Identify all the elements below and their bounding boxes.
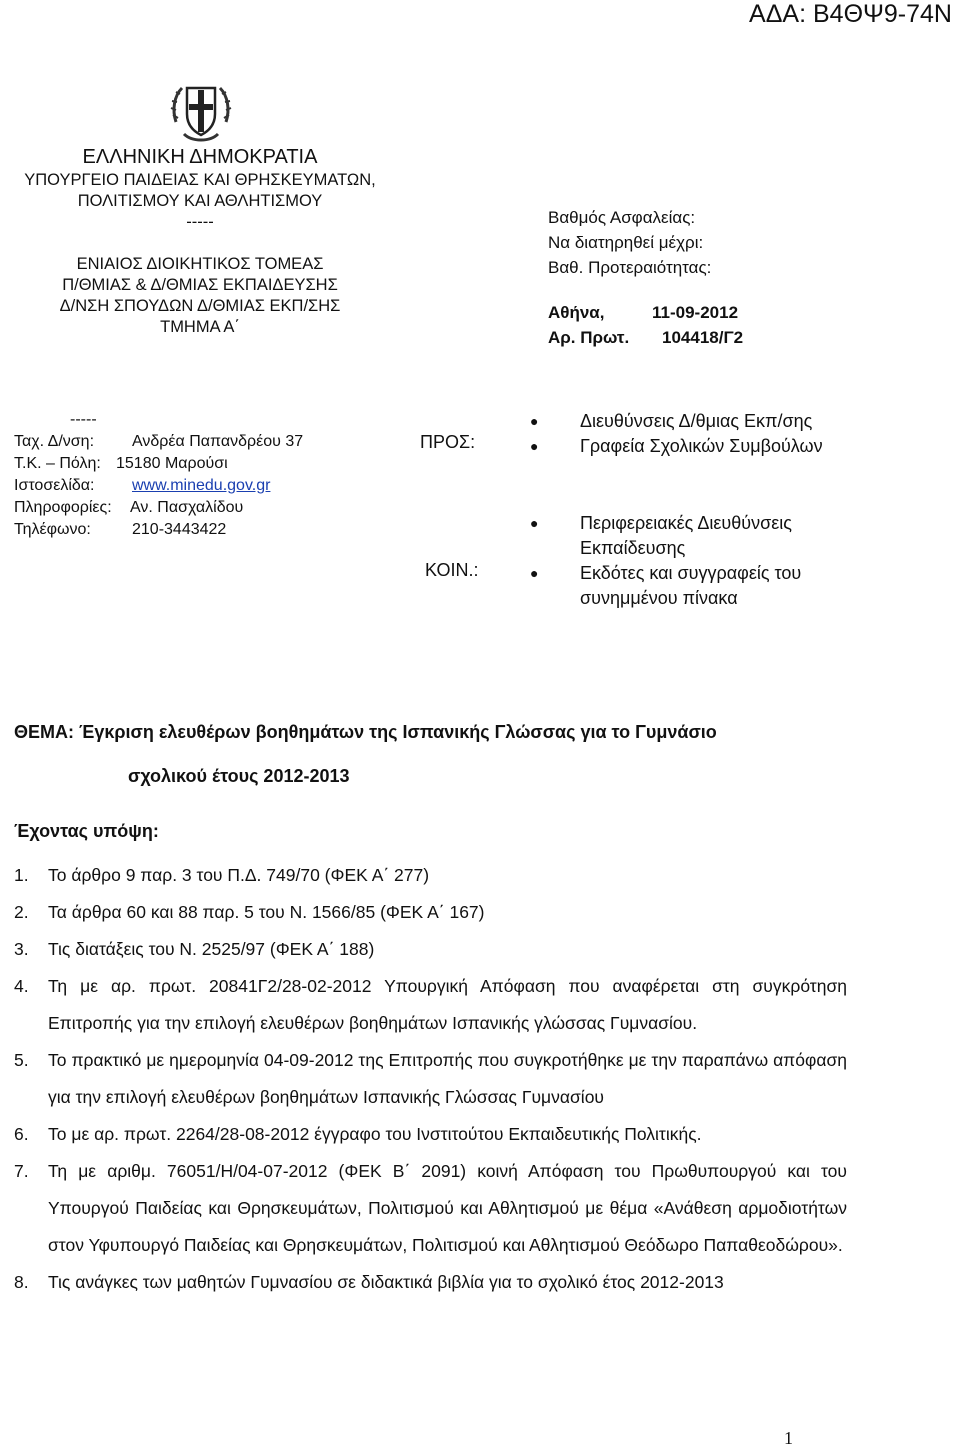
unit-line: Δ/ΝΣΗ ΣΠΟΥΔΩΝ Δ/ΘΜΙΑΣ ΕΚΠ/ΣΗΣ: [59, 297, 341, 315]
list-item: [14, 931, 847, 968]
item-text: Το άρθρο 9 παρ. 3 του Π.Δ. 749/70 (ΦΕΚ Α΄ 277): [48, 865, 430, 885]
item-text: Τις ανάγκες των μαθητών Γυμνασίου σε διδακτικά βιβλία για το σχολικό έτος 2012-2013: [48, 1272, 724, 1292]
list-item: [14, 1042, 847, 1116]
recipient: Διευθύνσεις Δ/θμιας Εκπ/σης: [580, 411, 813, 431]
contact-value: Ανδρέα Παπανδρέου 37: [132, 433, 304, 450]
unit-line: Π/ΘΜΙΑΣ & Δ/ΘΜΙΑΣ ΕΚΠΑΙΔΕΥΣΗΣ: [62, 276, 338, 294]
list-item: [14, 1264, 847, 1301]
list-item: [530, 561, 801, 611]
document-meta: [548, 205, 743, 350]
contact-value: 15180 Μαρούσι: [116, 455, 228, 472]
to-recipients: [530, 409, 823, 459]
contact-value: Αν. Πασχαλίδου: [130, 499, 244, 516]
unit-line: ΤΜΗΜΑ Α΄: [160, 318, 240, 336]
republic-title: ΕΛΛΗΝΙΚΗ ΔΗΜΟΚΡΑΤΙΑ: [82, 146, 318, 168]
document-date: 11-09-2012: [652, 303, 739, 322]
list-item: [14, 968, 847, 1042]
cc-label: ΚΟΙΝ.:: [425, 560, 479, 580]
item-number: 8.: [14, 1272, 29, 1292]
item-number: 7.: [14, 1161, 29, 1181]
priority-level: Βαθ. Προτεραιότητας:: [548, 258, 712, 277]
date-line: [548, 300, 743, 325]
item-number: 1.: [14, 865, 29, 885]
ministry-line: ΠΟΛΙΤΙΣΜΟΥ ΚΑΙ ΑΘΛΗΤΙΣΜΟΥ: [77, 192, 323, 210]
list-item: [14, 1116, 847, 1153]
list-item: [14, 894, 847, 931]
recipient: συνημμένου πίνακα: [580, 588, 738, 608]
item-number: 3.: [14, 939, 29, 959]
list-item: [530, 511, 801, 561]
list-item: [14, 857, 847, 894]
considering-heading: Έχοντας υπόψη:: [14, 821, 159, 841]
contact-label: Τ.Κ. – Πόλη:: [14, 455, 101, 472]
bullet-icon: ●: [530, 438, 539, 454]
separator-dashes: -----: [70, 411, 97, 428]
city-label: Αθήνα,: [548, 303, 605, 322]
item-text: Τη με αρ. πρωτ. 20841Γ2/28-02-2012 Υπουργική Απόφαση που αναφέρεται στη συγκρότηση Επιτροπής για την επιλογή ελευθέρων βοηθημάτων Ισπανικής γλώσσας Γυμνασίου.: [48, 976, 847, 1033]
keep-until: Να διατηρηθεί μέχρι:: [548, 233, 704, 252]
contact-row: [14, 497, 303, 519]
protocol-number: 104418/Γ2: [662, 328, 744, 347]
considerations-list: [14, 857, 847, 1301]
protocol-label: Αρ. Πρωτ.: [548, 328, 630, 347]
bullet-icon: ●: [530, 413, 539, 429]
item-number: 6.: [14, 1124, 29, 1144]
recipient: Εκδότες και συγγραφείς του: [580, 563, 802, 583]
item-number: 2.: [14, 902, 29, 922]
contact-row: [14, 431, 303, 453]
to-label: ΠΡΟΣ:: [420, 432, 476, 452]
cc-recipients: [530, 511, 801, 611]
contact-row: [14, 453, 303, 475]
contact-label: Ταχ. Δ/νση:: [14, 433, 95, 450]
subject-line: σχολικού έτους 2012-2013: [128, 766, 350, 786]
item-number: 5.: [14, 1050, 29, 1070]
contact-row: [14, 475, 303, 497]
recipient: Γραφεία Σχολικών Συμβούλων: [580, 436, 823, 456]
recipient: Περιφερειακές Διευθύνσεις: [580, 513, 792, 533]
ministry-line: ΥΠΟΥΡΓΕΙΟ ΠΑΙΔΕΙΑΣ ΚΑΙ ΘΡΗΣΚΕΥΜΑΤΩΝ,: [24, 171, 376, 189]
item-text: Το πρακτικό με ημερομηνία 04-09-2012 της Επιτροπής που συγκροτήθηκε με την παραπάνω απόφαση για την επιλογή ελευθέρων βοηθημάτων Ισπανικής Γλώσσας Γυμνασίου: [48, 1050, 847, 1107]
issuer-header: [0, 144, 400, 338]
list-item: [530, 434, 823, 459]
contact-label: Πληροφορίες:: [14, 499, 112, 516]
separator-dashes: -----: [186, 213, 214, 231]
item-text: Τα άρθρα 60 και 88 παρ. 5 του Ν. 1566/85 (ΦΕΚ Α΄ 167): [48, 902, 485, 922]
ada-code: ΑΔΑ: Β4ΘΨ9-74Ν: [749, 0, 952, 28]
list-item: [530, 409, 823, 434]
item-text: Τις διατάξεις του Ν. 2525/97 (ΦΕΚ Α΄ 188): [48, 939, 375, 959]
unit-line: ΕΝΙΑΙΟΣ ΔΙΟΙΚΗΤΙΚΟΣ ΤΟΜΕΑΣ: [76, 255, 324, 273]
protocol-line: [548, 325, 743, 350]
recipient: Εκπαίδευσης: [580, 538, 686, 558]
item-number: 4.: [14, 976, 29, 996]
security-level: Βαθμός Ασφαλείας:: [548, 208, 696, 227]
page-number: 1: [784, 1428, 793, 1448]
bullet-icon: ●: [530, 515, 539, 531]
list-item: [14, 1153, 847, 1264]
contact-info: [14, 409, 303, 541]
subject-line: ΘΕΜΑ: Έγκριση ελευθέρων βοηθημάτων της Ισπανικής Γλώσσας για το Γυμνάσιο: [14, 722, 717, 742]
contact-value: 210-3443422: [132, 521, 227, 538]
greek-coat-of-arms-icon: [170, 82, 232, 146]
website-link[interactable]: www.minedu.gov.gr: [132, 477, 271, 494]
subject: [14, 710, 944, 798]
item-text: Το με αρ. πρωτ. 2264/28-08-2012 έγγραφο του Ινστιτούτου Εκπαιδευτικής Πολιτικής.: [48, 1124, 702, 1144]
contact-row: [14, 519, 303, 541]
contact-label: Τηλέφωνο:: [14, 521, 91, 538]
contact-label: Ιστοσελίδα:: [14, 477, 95, 494]
item-text: Τη με αριθμ. 76051/Η/04-07-2012 (ΦΕΚ Β΄ 2091) κοινή Απόφαση του Πρωθυπουργού και του Υπουργού Παιδείας και Θρησκευμάτων, Πολιτισμού και Αθλητισμού με θέμα «Ανάθεση αρμοδιοτήτων στον Υφυπουργό Παιδείας και Θρησκευμάτων, Πολιτισμού και Αθλητισμού Θεόδωρο Παπαθεοδώρου».: [48, 1161, 847, 1255]
bullet-icon: ●: [530, 565, 539, 581]
